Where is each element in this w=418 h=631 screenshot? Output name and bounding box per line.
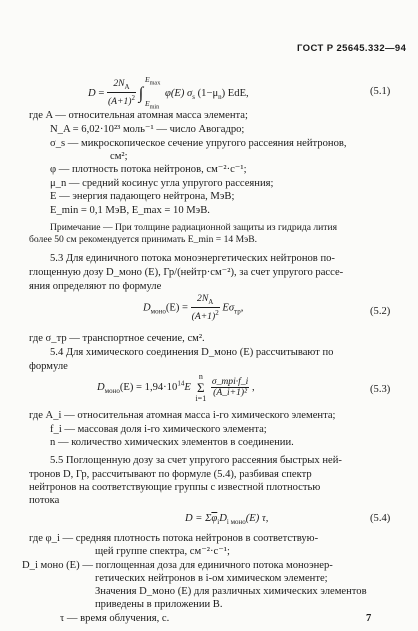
equation-5-4: $D = \Sigma\overline{\varphi}_iD_{i моно}(E)$ τ, xyxy=(185,513,269,527)
eq-5-2-fraction: $\frac{2N_A}{(A+1)^2}$ xyxy=(191,293,219,323)
definition-line: щей группе спектра, см⁻²·с⁻¹; xyxy=(95,546,230,557)
definition-line: где A_i — относительная атомная масса i-го химического элемента; xyxy=(29,410,336,421)
paragraph-line: яния определяют по формуле xyxy=(29,281,162,292)
definition-line: φ — плотность потока нейтронов, см⁻²·с⁻¹; xyxy=(50,164,247,175)
definition-line: где σ_тр — транспортное сечение, см². xyxy=(29,333,205,344)
definition-line: N_A = 6,02·10²³ моль⁻¹ — число Авогадро; xyxy=(50,124,245,135)
definition-line: Значения D_моно (E) для различных химических элементов xyxy=(95,586,367,597)
definition-line: σ_s — микроскопическое сечение упругого рассеяния нейтронов, xyxy=(50,138,347,149)
note-line: более 50 см рекомендуется принимать E_min = 14 МэВ. xyxy=(29,234,258,245)
paragraph-line: 5.3 Для единичного потока моноэнергетических нейтронов по- xyxy=(50,253,335,264)
equation-5-4-number: (5.4) xyxy=(370,513,391,524)
integral-icon: ∫ xyxy=(138,83,144,103)
paragraph-line: нейтронов на соответствующие группы с известной плотностью xyxy=(29,482,321,493)
definition-line: см²; xyxy=(110,151,128,162)
summation-icon: n Σ i=1 xyxy=(195,372,207,403)
definition-line: D_i моно (E) — поглощенная доза для единичного потока моноэнер- xyxy=(22,560,333,571)
equation-5-2-number: (5.2) xyxy=(370,306,391,317)
definition-line: n — количество химических элементов в соединении. xyxy=(50,437,294,448)
eq-5-3-fraction: $\frac{\text{σ\_трi·f\_i}}{\text{(A\_i+1)²}}$ xyxy=(211,376,249,398)
equation-5-1: D = $\frac{2N_A}{(A+1)^2}$ ∫ $E_{max}$ $E_{min}$ φ(E) $\sigma_s$ $(1-\mu_n)$ EdE, xyxy=(88,70,249,117)
definition-line: E_min = 0,1 МэВ, E_max = 10 МэВ. xyxy=(50,205,210,216)
definition-line: E — энергия падающего нейтрона, МэВ; xyxy=(50,191,235,202)
definition-line: f_i — массовая доля i-го химического элемента; xyxy=(50,424,267,435)
paragraph-line: глощенную дозу D_моно (E), Гр/(нейтр·см⁻²), за счет упругого рассе- xyxy=(29,267,344,278)
equation-5-2: $D_{моно}(E)$ = $\frac{2N_A}{(A+1)^2}$ $E\sigma_{тр}$, xyxy=(143,293,244,323)
equation-5-3-number: (5.3) xyxy=(370,384,391,395)
definition-line: τ — время облучения, с. xyxy=(60,613,170,624)
paragraph-line: 5.5 Поглощенную дозу за счет упругого рассеяния быстрых ней- xyxy=(50,455,342,466)
paragraph-line: формуле xyxy=(29,361,68,372)
eq-5-1-lhs: D xyxy=(88,87,96,99)
page-number: 7 xyxy=(366,613,372,624)
definition-line: μ_n — средний косинус угла упругого рассеяния; xyxy=(50,178,274,189)
eq-5-1-limits: $E_{max}$ $E_{min}$ xyxy=(144,75,161,110)
note-line: Примечание — При толщине радиационной защиты из гидрида лития xyxy=(50,222,338,233)
definition-line: гетических нейтронов в i-ом химическом элементе; xyxy=(95,573,328,584)
eq-5-1-equals: = xyxy=(98,87,105,99)
paragraph-line: тронов D, Гр, рассчитывают по формуле (5.4), разбивая спектр xyxy=(29,469,312,480)
paragraph-line: 5.4 Для химического соединения D_моно (E) рассчитывают по xyxy=(50,347,334,358)
document-header: ГОСТ Р 25645.332—94 xyxy=(297,43,407,54)
eq-5-1-fraction: $\frac{2N_A}{(A+1)^2}$ xyxy=(107,78,135,108)
definition-line: где φ_i — средняя плотность потока нейтронов в соответствую- xyxy=(29,533,319,544)
definition-line: приведены в приложении В. xyxy=(95,599,223,610)
equation-5-1-number: (5.1) xyxy=(370,86,391,97)
equation-5-3: $D_{моно}(E) = 1,94\cdot 10^{14}E$ n Σ i=1 $\frac{\text{σ\_трi·f\_i}}{\text{(A\_i+1)²}}$ , xyxy=(97,372,255,403)
paragraph-line: потока xyxy=(29,495,60,506)
definition-line: где A — относительная атомная масса элемента; xyxy=(29,110,248,121)
